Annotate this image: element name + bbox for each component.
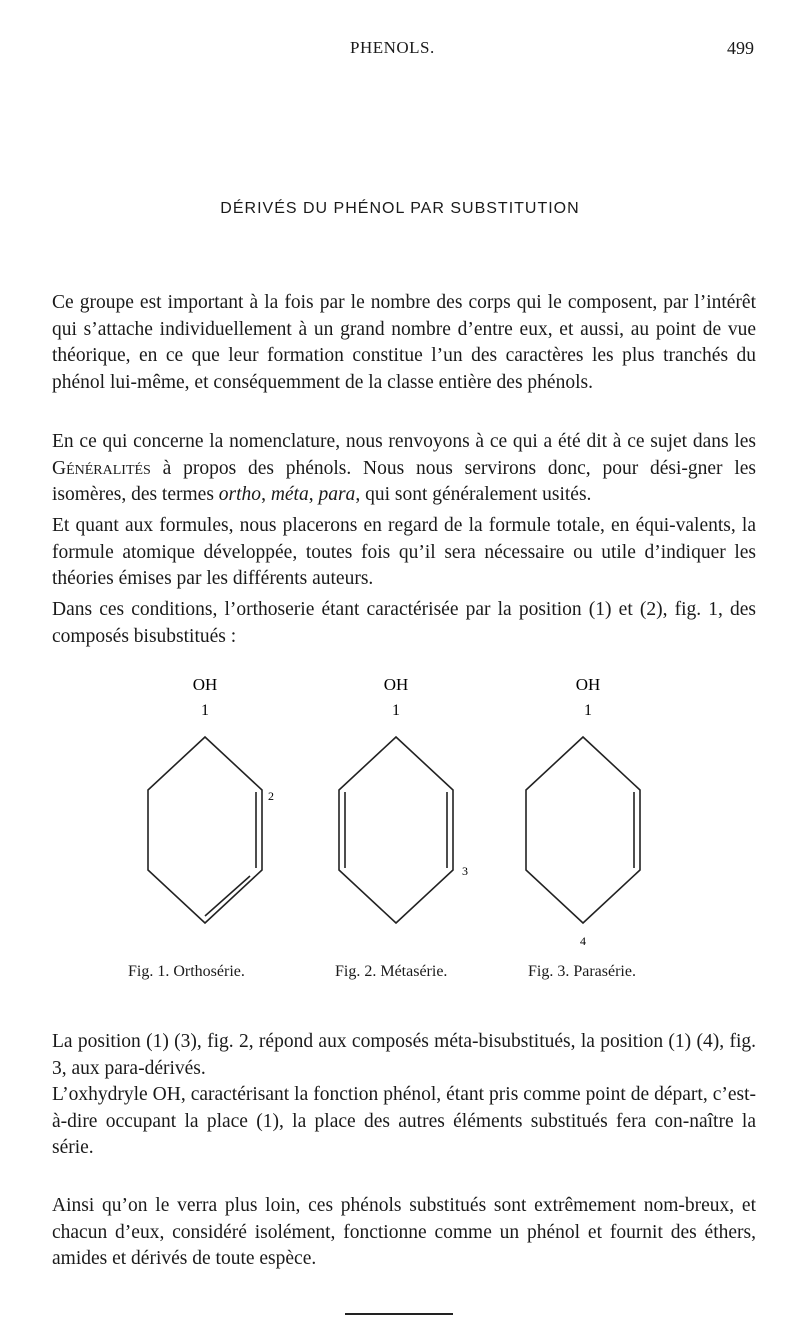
figures	[0, 660, 800, 1000]
text-line: les plus tranchés du phénol lui-même, et conséquemment de la classe entière	[52, 345, 757, 393]
figure-2-hexagon	[339, 737, 453, 923]
paragraph-conditions	[52, 597, 756, 650]
text-line: des phénols.	[496, 371, 593, 393]
figures-svg	[0, 660, 800, 1000]
text-run: à propos des phénols. Nous nous servirons donc, pour dési-gner les isomères, des termes	[52, 457, 756, 505]
figure-3-pos1: 1	[584, 702, 592, 719]
running-head-title: PHENOLS.	[350, 38, 435, 57]
running-head	[0, 38, 800, 62]
paragraph-nomenclature-text	[52, 429, 756, 509]
text-run-italic: para	[318, 484, 356, 505]
text-run: En ce qui concerne la nomenclature, nous renvoyons à ce qui a été dit à ce sujet dans les	[52, 431, 756, 452]
figure-2-pos1: 1	[392, 702, 400, 719]
text-run: , qui sont généralement usités.	[355, 484, 592, 505]
text-run-italic: ortho	[218, 484, 262, 505]
figure-2-pos-label: 3	[462, 864, 468, 878]
paragraph-nomenclature	[52, 429, 756, 509]
text-run: ,	[308, 484, 319, 505]
figure-3-pos-label: 4	[580, 934, 586, 948]
text-run-italic: méta	[270, 484, 309, 505]
figure-2-caption: Fig. 2. Métasérie.	[335, 963, 448, 980]
page-number: 499	[727, 38, 754, 58]
figure-1-pos1: 1	[201, 702, 209, 719]
figure-3-caption: Fig. 3. Parasérie.	[528, 963, 636, 980]
paragraph-conditions-text: Dans ces conditions, l’orthoserie étant caractérisée par la position (1) et (2), fig. 1, des composés bisubstitués :	[52, 599, 756, 647]
paragraph-positions	[52, 1029, 756, 1082]
figure-1-caption: Fig. 1. Orthosérie.	[128, 963, 245, 980]
figure-1-group: OH	[192, 675, 218, 694]
figure-3-group: OH	[575, 675, 601, 694]
paragraph-intro	[52, 290, 756, 396]
text-line: l’intérêt qui s’attache individuellement à un grand nombre d’entre eux, et aussi,	[52, 292, 756, 340]
text-run: ,	[261, 484, 271, 505]
section-title: DÉRIVÉS DU PHÉNOL PAR SUBSTITUTION	[220, 200, 580, 217]
figure-1-pos-label: 2	[268, 789, 274, 803]
paragraph-formulas	[52, 513, 756, 593]
paragraph-formulas-text: Et quant aux formules, nous placerons en regard de la formule totale, en équi-valents, la formule atomique développée, toutes fois qu’il sera nécessaire ou utile d’indiquer les théories émises par les différents auteurs.	[52, 515, 756, 589]
paragraph-conclusion	[52, 1193, 756, 1273]
end-rule	[345, 1313, 453, 1315]
figure-2-group: OH	[383, 675, 409, 694]
text-line: Ce groupe est important à la fois par le nombre des corps qui le composent, par	[52, 292, 689, 313]
paragraph-positions-text: La position (1) (3), fig. 2, répond aux composés méta-bisubstitués, la position (1) (4), fig. 3, aux para-dérivés.	[52, 1031, 756, 1079]
figure-3-hexagon	[526, 737, 640, 923]
paragraph-oxhydryle-text: L’oxhydryle OH, caractérisant la fonction phénol, étant pris comme point de départ, c’est-à-dire occupant la place (1), la place des autres éléments substitués fera con-naître la série.	[52, 1084, 756, 1158]
paragraph-oxhydryle	[52, 1082, 756, 1162]
paragraph-conclusion-text: Ainsi qu’on le verra plus loin, ces phénols substitués sont extrêmement nom-breux, et chacun d’eux, considéré isolément, fonctionne comme un phénol et fournit des éthers, amides et dérivés de toute espèce.	[52, 1195, 756, 1269]
text-line: au point de vue théorique, en ce que leur formation constitue l’un des caractères	[52, 318, 756, 366]
figure-1-hexagon	[148, 737, 262, 923]
text-run-smallcaps: Généralités	[52, 457, 151, 479]
paragraph-intro-text	[52, 290, 756, 396]
